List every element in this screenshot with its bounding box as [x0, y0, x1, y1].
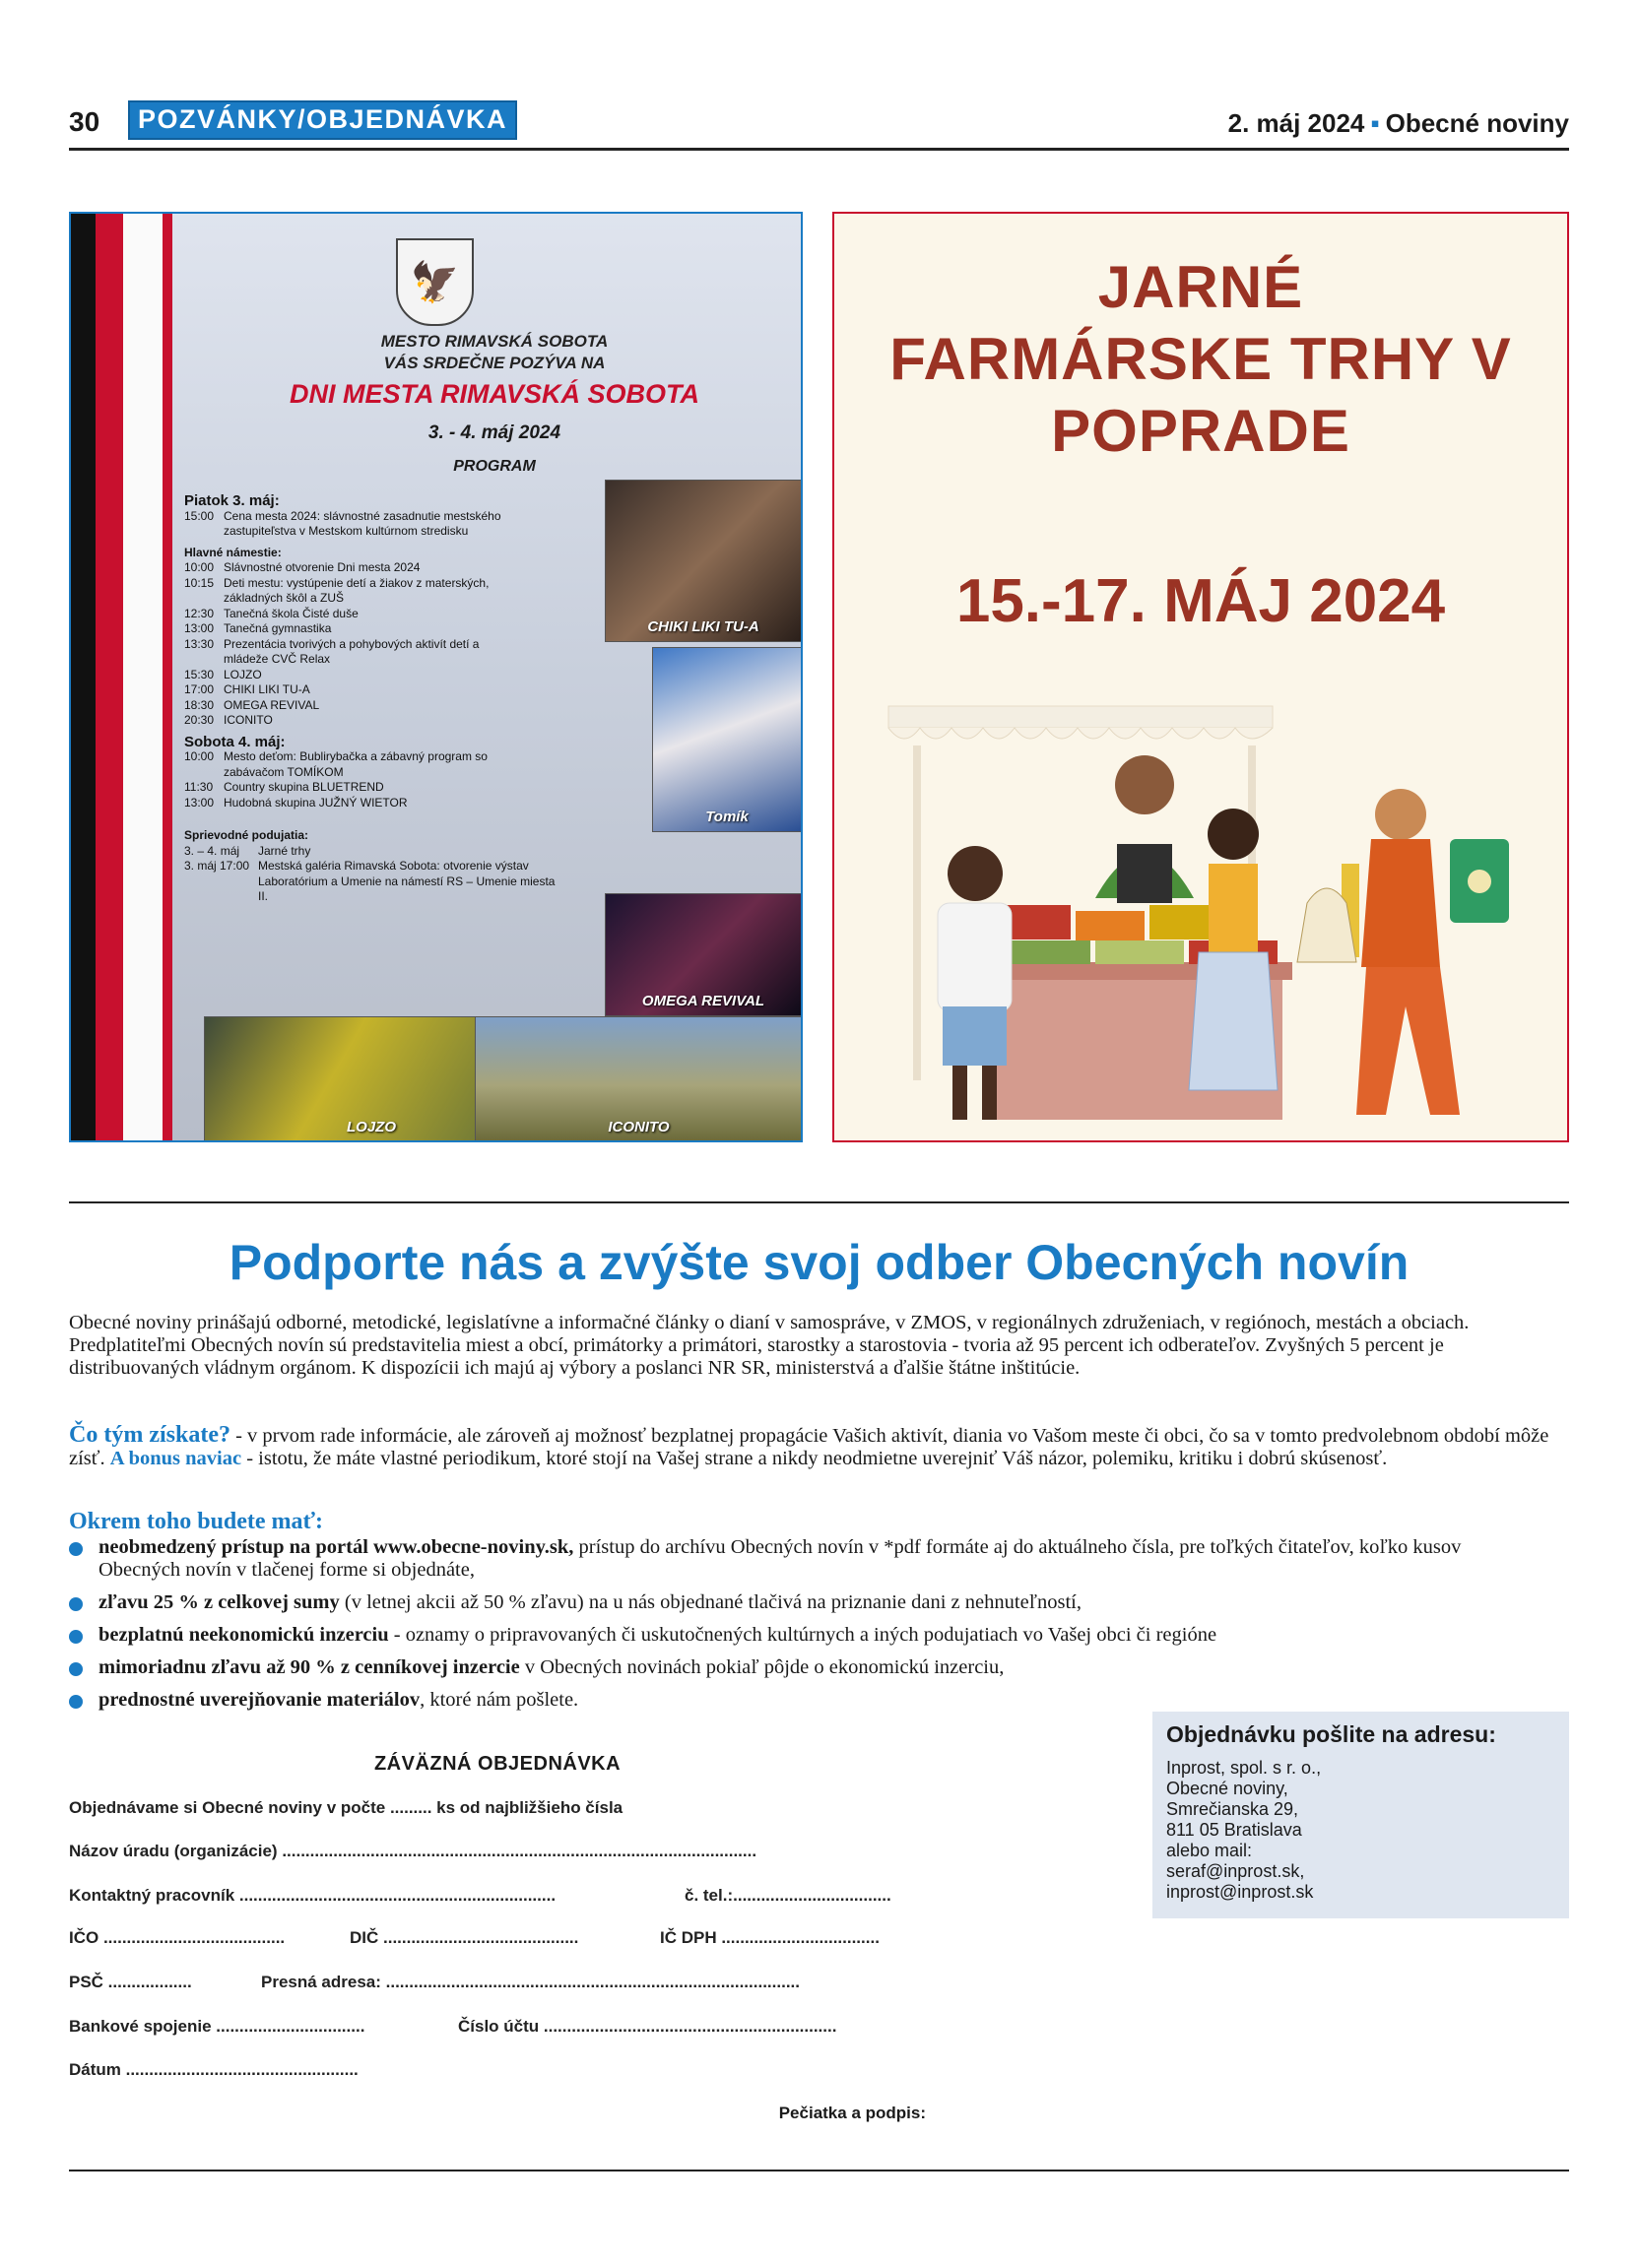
poster-line1: MESTO RIMAVSKÁ SOBOTA	[380, 332, 609, 351]
poster-dates: 3. - 4. máj 2024	[427, 422, 561, 443]
order-address-box	[1152, 1712, 1569, 1918]
flag-stripe-white	[123, 214, 163, 1140]
program-row: 15:00 Cena mesta 2024: slávnostné zasadnutie mestského zastupiteľstva v Mestskom kultúrnom stredisku	[184, 508, 501, 538]
program-row: 13:00 Hudobná skupina JUŽNÝ WIETOR	[184, 795, 408, 810]
city-crest-icon: 🦅	[396, 238, 474, 326]
market-date: 15.-17. MÁJ 2024	[955, 567, 1446, 635]
program-list	[184, 487, 677, 905]
article-benefits-paragraph: Čo tým získate? - v prvom rade informácie, ale zároveň aj možnosť bezplatnej propagácie Vašich aktivít, diania vo Vašom meste či obci, čo sa v tomto predvolebnom období môže zísť. A bonus naviac - istotu, že máte vlastné periodikum, ktoré stojí na Vašej strane a nikdy neodmietne uverejniť Váš názor, polemiku, kritiku i dobrú skúsenosť.	[69, 1422, 1549, 1469]
form-row-address	[69, 1973, 926, 1992]
list-item: zľavu 25 % z celkovej sumy (v letnej akcii až 50 % zľavu) na u nás objednané tlačivá na priznanie dani z nehnuteľností,	[69, 1591, 1527, 1614]
market-title: JARNÉ FARMÁRSKE TRHY V POPRADE	[889, 254, 1512, 464]
program-row: 13:00 Tanečná gymnastika	[184, 621, 332, 635]
poster-program-label: PROGRAM	[453, 458, 536, 475]
program-row: 10:00 Mesto deťom: Bublirybačka a zábavný program so zabávačom TOMÍKOM	[184, 749, 488, 779]
program-row: 10:00 Slávnostné otvorenie Dni mesta 2024	[184, 560, 421, 574]
program-row: 11:30 Country skupina BLUETREND	[184, 780, 384, 794]
benefits-list	[69, 1536, 1527, 1721]
program-row: 10:15 Deti mestu: vystúpenie detí a žiakov z materských, základných škôl a ZUŠ	[184, 575, 490, 605]
form-field-bank[interactable]: Bankové spojenie ................................	[69, 2017, 365, 2036]
form-field-phone[interactable]: č. tel.:..................................	[685, 1886, 891, 1905]
form-field-organization[interactable]: Názov úradu (organizácie) ......................................................................................................	[69, 1842, 757, 1860]
program-row: 18:30 OMEGA REVIVAL	[184, 697, 320, 712]
address-line: Obecné noviny,	[1166, 1779, 1288, 1798]
form-row-ids	[69, 1928, 926, 1948]
flag-stripe-red-thin	[163, 214, 172, 1140]
form-field-quantity[interactable]: Objednávame si Obecné noviny v počte ......... ks od najbližšieho čísla	[69, 1798, 623, 1817]
form-field-address[interactable]: Presná adresa: .........................................................................................	[261, 1973, 800, 1991]
form-signature-label: Pečiatka a podpis:	[778, 2104, 926, 2122]
email-link[interactable]: inprost@inprost.sk	[1166, 1882, 1314, 1902]
separator-dot: ▪	[1370, 108, 1380, 138]
program-day-saturday: Sobota 4. máj:	[184, 733, 286, 750]
issue-info	[1228, 108, 1569, 139]
publication-name: Obecné noviny	[1385, 108, 1569, 138]
program-side-events: Sprievodné podujatia:	[184, 828, 309, 842]
article-intro: Obecné noviny prinášajú odborné, metodické, legislatívne a informačné články o dianí v samospráve, v ZMOS, v regionálnych združeniach, v regiónoch, mestách a obciach. Predplatiteľmi Obecných novín sú predstavitelia miest a obcí, primátorky a primátori, starostky a starostovia - tvoria až 95 percent ich odberateľov. Zvyšných 5 percent je distribuovaných vládnym orgánom. K dispozícii ich majú aj výbory a poslanci NR SR, ministerstvá a ďalšie štátne inštitúcie.	[69, 1312, 1470, 1379]
poster-farmers-market	[832, 212, 1569, 1142]
section-divider	[69, 1201, 1569, 1203]
program-row: 15:30 LOJZO	[184, 667, 262, 681]
header-divider	[69, 148, 1569, 151]
email-link[interactable]: seraf@inprost.sk,	[1166, 1861, 1305, 1881]
extras-heading: Okrem toho budete mať:	[69, 1509, 324, 1534]
address-title: Objednávku pošlite na adresu:	[1166, 1721, 1496, 1747]
list-item: bezplatnú neekonomickú inzerciu - oznamy o pripravovaných či uskutočnených kultúrnych a iných podujatiach vo Vašej obci či regióne	[69, 1624, 1527, 1647]
footer-divider	[69, 2170, 1569, 2171]
program-row: 20:30 ICONITO	[184, 713, 273, 727]
form-field-dic[interactable]: DIČ ..........................................	[350, 1928, 579, 1947]
photo-iconito: ICONITO	[475, 1016, 803, 1142]
form-field-postcode[interactable]: PSČ ..................	[69, 1973, 192, 1991]
program-row: 17:00 CHIKI LIKI TU-A	[184, 682, 310, 696]
poster-title: DNI MESTA RIMAVSKÁ SOBOTA	[290, 379, 699, 409]
program-row: 3. máj 17:00 Mestská galéria Rimavská Sobota: otvorenie výstav Laboratórium a Umenie na námestí RS – Umenie miesta II.	[184, 859, 556, 903]
address-line: Inprost, spol. s r. o.,	[1166, 1758, 1322, 1778]
form-row-bank	[69, 2017, 926, 2037]
article-headline: Podporte nás a zvýšte svoj odber Obecných novín	[229, 1235, 1410, 1290]
page-number: 30	[69, 106, 100, 137]
market-illustration	[859, 677, 1548, 1139]
form-field-contact-person[interactable]: Kontaktný pracovník ....................................................................	[69, 1886, 557, 1905]
poster-rimavska-sobota	[69, 212, 803, 1142]
program-row: 12:30 Tanečná škola Čisté duše	[184, 606, 359, 620]
photo-lojzo: LOJZO	[204, 1016, 539, 1142]
photo-omega-revival: OMEGA REVIVAL	[605, 893, 802, 1016]
program-day-friday: Piatok 3. máj:	[184, 492, 280, 509]
form-field-account[interactable]: Číslo účtu ...............................................................	[458, 2017, 837, 2036]
flag-stripe-black	[71, 214, 96, 1140]
flag-stripe-red	[96, 214, 123, 1140]
photo-chiki-liki-tu-a: CHIKI LIKI TU-A	[605, 480, 802, 642]
program-row: 3. – 4. máj Jarné trhy	[184, 843, 311, 858]
form-field-ico[interactable]: IČO .......................................	[69, 1928, 286, 1947]
bonus-label: A bonus naviac	[109, 1448, 242, 1469]
list-item: prednostné uverejňovanie materiálov, ktoré nám pošlete.	[69, 1689, 1527, 1712]
program-location-square: Hlavné námestie:	[184, 545, 282, 559]
program-row: 13:30 Prezentácia tvorivých a pohybových aktivít detí a mládeže CVČ Relax	[184, 636, 480, 666]
poster-line2: VÁS SRDEČNE POZÝVA NA	[383, 354, 606, 372]
order-form-title: ZÁVÄZNÁ OBJEDNÁVKA	[373, 1753, 622, 1775]
benefits-label: Čo tým získate?	[69, 1422, 230, 1448]
form-field-date[interactable]: Dátum ..................................................	[69, 2060, 359, 2079]
section-label: POZVÁNKY/OBJEDNÁVKA	[128, 100, 517, 140]
address-line: Smrečianska 29,	[1166, 1799, 1299, 1819]
list-item: mimoriadnu zľavu až 90 % z cenníkovej inzercie v Obecných novinách pokiaľ pôjde o ekonomickú inzerciu,	[69, 1656, 1527, 1679]
form-row-contact	[69, 1886, 926, 1906]
address-line: 811 05 Bratislava	[1166, 1820, 1302, 1840]
list-item: neobmedzený prístup na portál www.obecne-noviny.sk, prístup do archívu Obecných novín v *pdf formáte aj do aktuálneho čísla, pre toľkých čitateľov, koľko kusov Obecných novín v tlačenej forme si objednáte,	[69, 1536, 1527, 1582]
issue-date: 2. máj 2024	[1227, 108, 1365, 138]
form-field-ic-dph[interactable]: IČ DPH ..................................	[660, 1928, 880, 1947]
address-line: alebo mail:	[1166, 1841, 1253, 1860]
photo-tomik: Tomík	[652, 647, 802, 832]
